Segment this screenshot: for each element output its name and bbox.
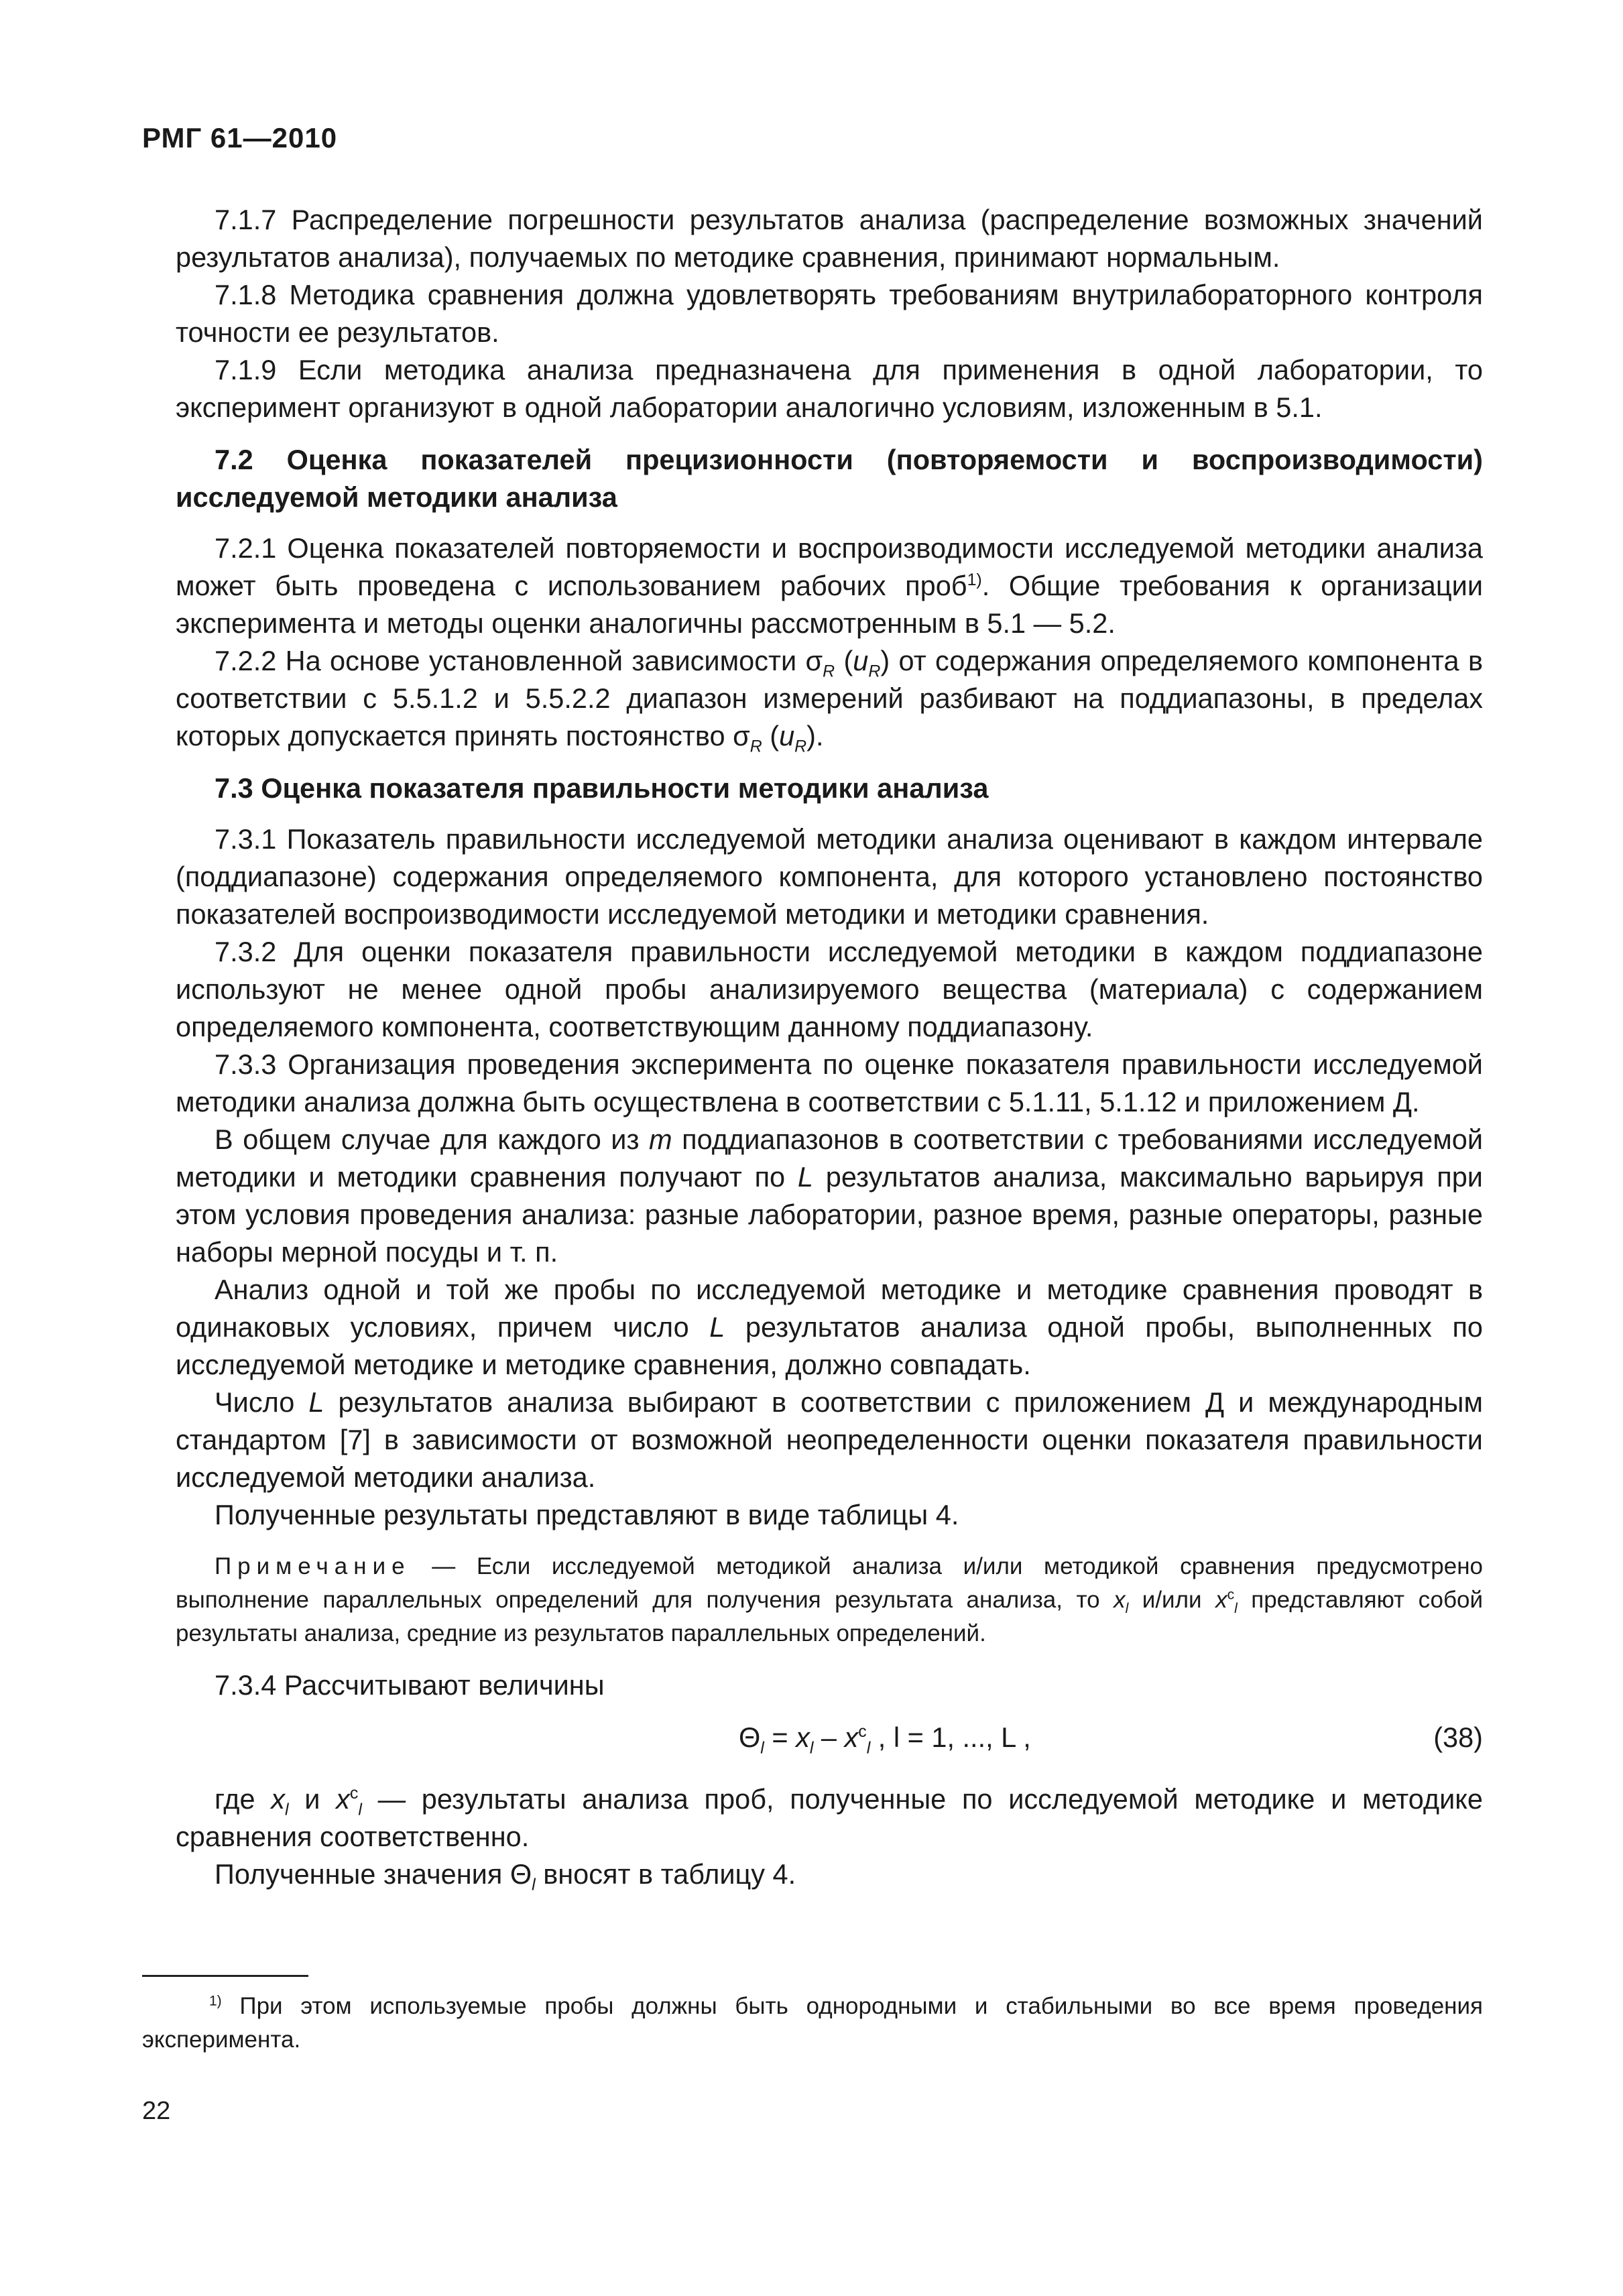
sigma-r-formula: $\sigma_R$ $(u_R)$ (733, 720, 816, 756)
main-text (176, 201, 1483, 1893)
sigma-r-formula: $\sigma_R$ $(u_R)$ (805, 645, 890, 681)
equation-number: (38) (1433, 1721, 1483, 1753)
paragraph-7-3-3: 7.3.3 Организация проведения эксперимента по оценке показателя правильности исследуемой методики анализа должна быть осуществлена в соответствии с 5.1.11, 5.1.12 и приложением Д. (176, 1048, 1483, 1117)
paragraph-7-2-2: 7.2.2 На основе установленной зависимости $\sigma_R$ $(u_R)$ от содержания определяемого компонента в соответствии с 5.5.1.2 и 5.5.2.2 диапазон измерений разбивают на поддиапазоны, в пределах которых допускается принять постоянство $\sigma_R$ $(u_R)$. (176, 645, 1484, 756)
paragraph-7-3-2: 7.3.2 Для оценки показателя правильности исследуемой методики в каждом поддиапазоне используют не менее одной пробы анализируемого вещества (материала) с содержанием определяемого компонента, соответствующим данному поддиапазону. (176, 936, 1483, 1042)
paragraph-results-table: Полученные результаты представляют в виде таблицы 4. (215, 1499, 959, 1530)
paragraph-final: Полученные значения $\Theta_l$ вносят в таблицу 4. (215, 1858, 796, 1894)
footnote-text: При этом используемые пробы должны быть однородными и стабильными во все время проведения эксперимента. (142, 1993, 1483, 2053)
paragraph-7-1-9: 7.1.9 Если методика анализа предназначена для применения в одной лаборатории, то эксперимент организуют в одной лаборатории аналогично условиям, изложенным в 5.1. (176, 354, 1483, 423)
paragraph-where: где $x_l$ и $x^c_l$ — результаты анализа проб, полученные по исследуемой методике и методике сравнения соответственно. (176, 1783, 1483, 1852)
paragraph-general-case: В общем случае для каждого из m поддиапазонов в соответствии с требованиями исследуемой методики и методики сравнения получают по L результатов анализа, максимально варьируя при этом условия проведения анализа: разные лаборатории, разное время, разные операторы, разные наборы мерной посуды и т. п. (176, 1124, 1483, 1268)
paragraph-7-1-7: 7.1.7 Распределение погрешности результатов анализа (распределение возможных значений результатов анализа), получаемых по методике сравнения, принимают нормальным. (176, 204, 1483, 273)
footnote (142, 1990, 1483, 2057)
equation-38 (176, 1715, 1483, 1763)
section-heading-7-2: 7.2 Оценка показателей прецизионности (повторяемости и воспроизводимости) исследуемой методики анализа (176, 444, 1483, 513)
paragraph-number-l: Число L результатов анализа выбирают в соответствии с приложением Д и международным стандартом [7] в зависимости от возможной неопределенности оценки показателя правильности исследуемой методики анализа. (176, 1386, 1483, 1493)
paragraph-same-sample: Анализ одной и той же пробы по исследуемой методике и методике сравнения проводят в одинаковых условиях, причем число L результатов анализа одной пробы, выполненных по исследуемой методике и методике сравнения, должно совпадать. (176, 1274, 1484, 1380)
equation-formula: $\Theta_l = x_l - x^c_l$ , l = 1, ..., L , (739, 1721, 1031, 1758)
paragraph-7-1-8: 7.1.8 Методика сравнения должна удовлетворять требованиям внутрилабораторного контроля точности ее результатов. (176, 279, 1483, 348)
document-code-header: РМГ 61—2010 (142, 122, 338, 154)
note-label: Примечание (215, 1553, 411, 1579)
paragraph-7-3-4: 7.3.4 Рассчитывают величины (215, 1669, 605, 1701)
paragraph-7-2-1: 7.2.1 Оценка показателей повторяемости и воспроизводимости исследуемой методики анализа может быть проведена с использованием рабочих проб$^{1)}$. Общие требования к организации эксперимента и методы оценки аналогичны рассмотренным в 5.1 — 5.2. (176, 532, 1483, 639)
section-heading-7-3: 7.3 Оценка показателя правильности методики анализа (215, 772, 989, 804)
paragraph-7-3-1: 7.3.1 Показатель правильности исследуемой методики анализа оценивают в каждом интервале (поддиапазоне) содержания определяемого компонента, для которого установлено постоянство показателей воспроизводимости исследуемой методики и методики сравнения. (176, 823, 1483, 930)
footnote-divider (142, 1975, 308, 1977)
footnote-marker: 1) (209, 1993, 222, 2009)
note: Примечание — Если исследуемой методикой анализа и/или методикой сравнения предусмотрено выполнение параллельных определений для получения результата анализа, то $x_l$ и/или $x^c_l$ представляют собой результаты анализа, средние из результатов параллельных определений. (176, 1553, 1484, 1646)
page-number: 22 (142, 2097, 171, 2125)
footnote-ref: 1) (967, 570, 982, 590)
